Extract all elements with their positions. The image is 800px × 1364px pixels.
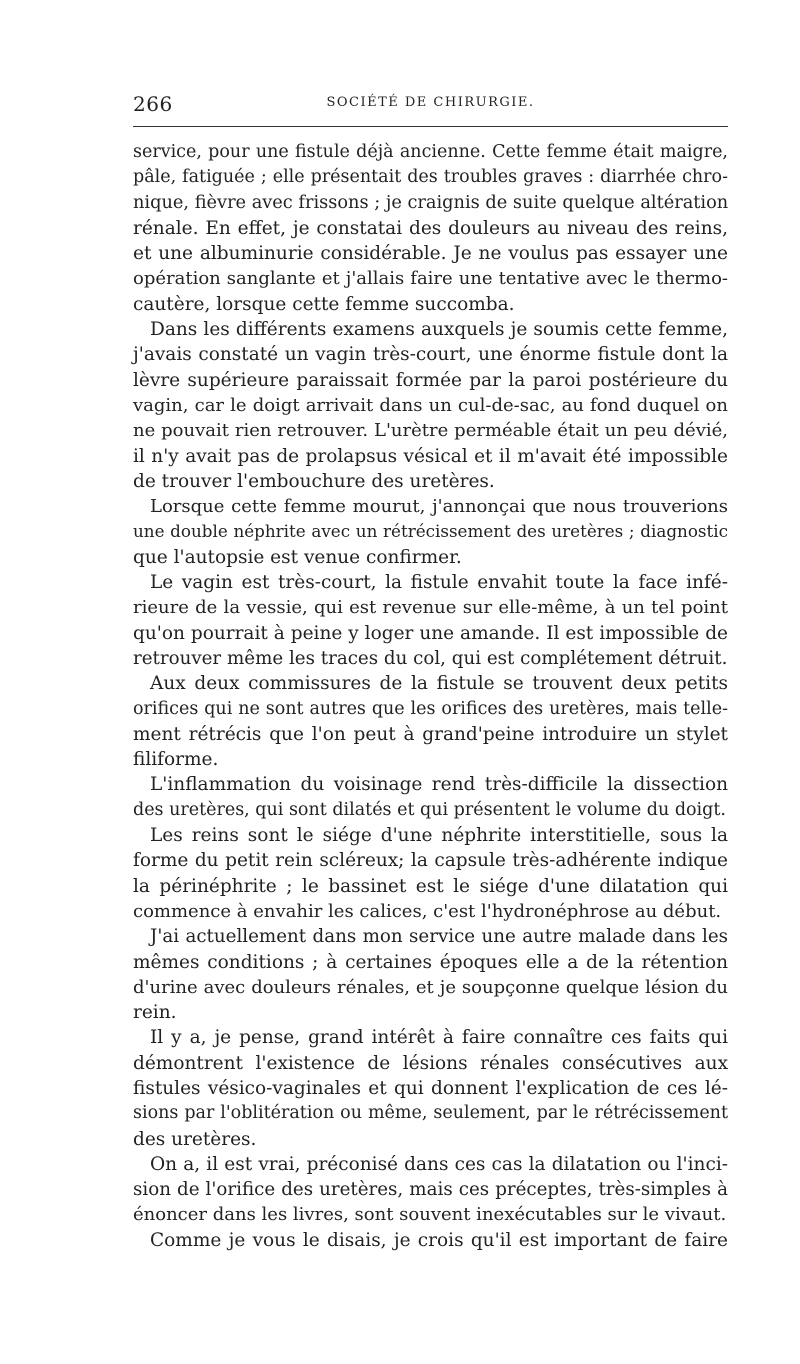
body-text — [133, 140, 728, 1253]
text-line: lèvre supérieure paraissait formée par la paroi postérieure du — [133, 369, 728, 391]
header-rule — [133, 126, 728, 127]
text-line: filiforme. — [133, 749, 219, 771]
running-head: SOCIÉTÉ DE CHIRURGIE. — [326, 95, 535, 110]
text-line: vagin, car le doigt arrivait dans un cul-de-sac, au fond duquel on — [133, 394, 728, 416]
text-line: rein. — [133, 1002, 177, 1024]
text-line: la périnéphrite ; le bassinet est le siége d'une dilatation qui — [133, 875, 728, 897]
text-line: Le vagin est très-court, la fistule envahit toute la face infé- — [150, 572, 728, 594]
text-line: opération sanglante et j'allais faire une tentative avec le thermo- — [133, 268, 728, 290]
text-line: des uretères. — [133, 1128, 257, 1150]
text-line: sions par l'oblitération ou même, seulement, par le rétrécissement — [133, 1103, 728, 1124]
text-line: Aux deux commissures de la fistule se trouvent deux petits — [150, 673, 728, 695]
text-line: une double néphrite avec un rétrécissement des uretères ; diagnostic — [133, 521, 728, 542]
text-line: rieure de la vessie, qui est revenue sur elle-même, à un tel point — [133, 597, 728, 619]
text-line: j'avais constaté un vagin très-court, une énorme fistule dont la — [133, 344, 728, 366]
text-line: cautère, lorsque cette femme succomba. — [133, 293, 515, 315]
text-line: nique, fièvre avec frissons ; je craignis de suite quelque altération — [133, 192, 729, 213]
text-line: que l'autopsie est venue confirmer. — [133, 546, 462, 568]
text-line: rénale. En effet, je constatai des douleurs au niveau des reins, — [133, 217, 728, 239]
text-line: On a, il est vrai, préconisé dans ces cas la dilatation ou l'inci- — [150, 1153, 728, 1175]
text-line: de trouver l'embouchure des uretères. — [133, 470, 495, 492]
text-line: pâle, fatiguée ; elle présentait des troubles graves : diarrhée chro- — [133, 167, 728, 188]
text-line: Lorsque cette femme mourut, j'annonçai que nous trouverions — [150, 496, 728, 518]
text-line: forme du petit rein scléreux; la capsule très-adhérente indique — [133, 850, 728, 872]
text-line: mêmes conditions ; à certaines époques elle a de la rétention — [133, 951, 728, 973]
text-line: et une albuminurie considérable. Je ne voulus pas essayer une — [133, 243, 728, 265]
text-line: démontrent l'existence de lésions rénales consécutives aux — [133, 1052, 728, 1074]
text-line: J'ai actuellement dans mon service une autre malade dans les — [150, 926, 728, 948]
text-line: Dans les différents examens auxquels je soumis cette femme, — [150, 319, 728, 341]
text-line: commence à envahir les calices, c'est l'hydronéphrose au début. — [133, 900, 722, 922]
text-line: énoncer dans les livres, sont souvent inexécutables sur le vivaut. — [133, 1204, 727, 1226]
text-line: service, pour une fistule déjà ancienne. Cette femme était maigre, — [133, 142, 728, 162]
text-line: qu'on pourrait à peine y loger une amande. Il est impossible de — [133, 622, 728, 644]
text-line: Comme je vous le disais, je crois qu'il est important de faire — [150, 1229, 728, 1251]
page-number: 266 — [133, 92, 173, 116]
text-line: orifices qui ne sont autres que les orifices des uretères, mais telle- — [133, 698, 728, 719]
text-line: ment rétrécis que l'on peut à grand'peine introduire un stylet — [133, 723, 728, 745]
text-line: Les reins sont le siége d'une néphrite interstitielle, sous la — [150, 825, 728, 847]
text-line: il n'y avait pas de prolapsus vésical et il m'avait été impossible — [133, 445, 728, 467]
text-line: L'inflammation du voisinage rend très-difficile la dissection — [150, 774, 728, 796]
text-line: Il y a, je pense, grand intérêt à faire connaître ces faits qui — [150, 1027, 728, 1049]
text-line: sion de l'orifice des uretères, mais ces préceptes, très-simples à — [133, 1179, 728, 1201]
text-line: des uretères, qui sont dilatés et qui présentent le volume du doigt. — [133, 799, 726, 820]
text-line: fistules vésico-vaginales et qui donnent l'explication de ces lé- — [133, 1077, 728, 1099]
text-line: ne pouvait rien retrouver. L'urètre perméable était un peu dévié, — [133, 420, 728, 442]
text-line: d'urine avec douleurs rénales, et je soupçonne quelque lésion du — [133, 976, 728, 998]
page-header — [133, 92, 728, 116]
text-line: retrouver même les traces du col, qui est complétement détruit. — [133, 647, 728, 669]
